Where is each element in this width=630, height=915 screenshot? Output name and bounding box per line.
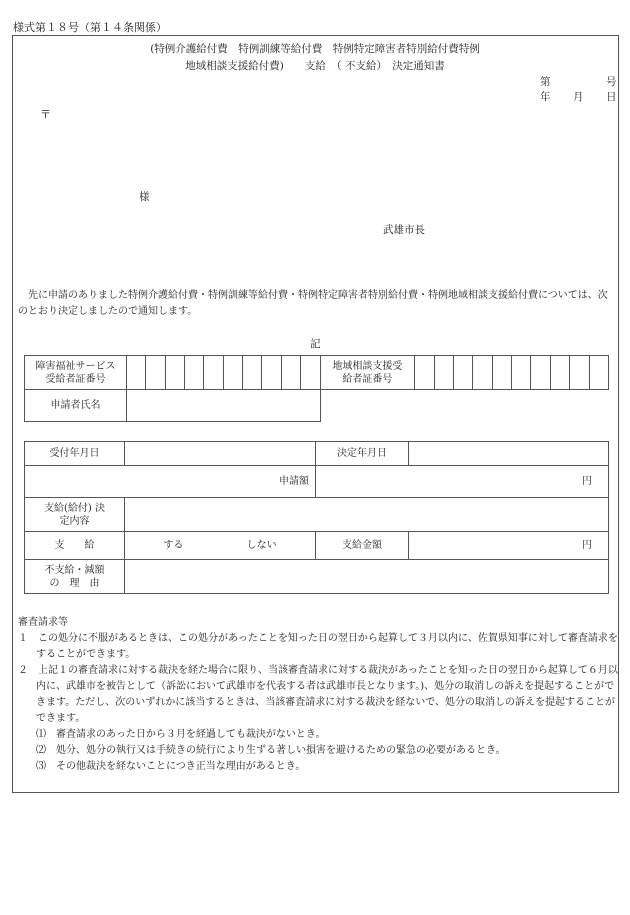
reason-field[interactable]: [125, 560, 609, 594]
payment-amount-label: 支給金額: [316, 532, 409, 560]
doc-number-suffix: 号: [606, 76, 617, 88]
document-title-line-2: 地域相談支援給付費) 支給 （ 不支給） 決定通知書: [185, 60, 445, 72]
decision-date-label: 決定年月日: [316, 442, 409, 466]
reason-label: 不支給・減額 の 理 由: [25, 560, 125, 594]
date-year-label: 年: [540, 91, 551, 103]
issuer-name: 武雄市長: [383, 224, 425, 236]
decision-date-field[interactable]: [409, 442, 609, 466]
form-number-label: 様式第１８号（第１４条関係）: [13, 21, 167, 34]
cert-number-label: 障害福祉サービス 受給者証番号: [25, 356, 127, 390]
received-date-field[interactable]: [125, 442, 316, 466]
recipient-info-table: [24, 355, 609, 422]
addressee-suffix: 様: [139, 191, 150, 203]
consult-digit-cell[interactable]: [531, 356, 550, 390]
application-amount-label: 申請額: [25, 466, 316, 498]
decision-details-table: [24, 441, 609, 594]
consult-digit-cell[interactable]: [550, 356, 569, 390]
option-shinai[interactable]: しない: [246, 540, 277, 551]
received-date-label: 受付年月日: [25, 442, 125, 466]
cert-digit-cell[interactable]: [281, 356, 300, 390]
payment-label: 支 給: [25, 532, 125, 560]
applicant-name-field[interactable]: [126, 390, 320, 422]
postal-mark: 〒: [40, 108, 51, 121]
payment-amount-field[interactable]: 円: [409, 532, 609, 560]
consult-digit-cell[interactable]: [473, 356, 492, 390]
option-suru[interactable]: する: [163, 540, 184, 551]
appeal-heading: 審査請求等: [18, 617, 68, 628]
notice-body-text: 先に申請のありました特例介護給付費・特例訓練等給付費・特例特定障害者特別給付費・特例地域相談支援給付費については、次のとおり決定しましたので通知します。: [18, 290, 608, 317]
consult-digit-cell[interactable]: [454, 356, 473, 390]
appeal-item-1: １ この処分に不服があるときは、この処分があったことを知った日の翌日から起算して３月以内に、佐賀県知事に対して審査請求をすることができます。: [18, 633, 618, 660]
appeal-section: [18, 615, 618, 775]
consult-digit-cell[interactable]: [512, 356, 531, 390]
cert-digit-cell[interactable]: [204, 356, 223, 390]
doc-number-prefix: 第: [540, 76, 551, 88]
cert-digit-cell[interactable]: [262, 356, 281, 390]
consult-digit-cell[interactable]: [570, 356, 589, 390]
consult-digit-cell[interactable]: [415, 356, 434, 390]
cert-digit-cell[interactable]: [146, 356, 165, 390]
consult-digit-cell[interactable]: [589, 356, 608, 390]
appeal-item-2: ２ 上記１の審査請求に対する裁決を経た場合に限り、当該審査請求に対する裁決があったことを知った日の翌日から起算して６月以内に、武雄市を被告として（訴訟において武雄市を代表する者は武雄市長となります。)、処分の取消しの訴えを提起することができます。ただし、次のいずれかに該当するときは、当該審査請求に対する裁決を経ないで、処分の取消しの訴えを提起することができます。: [18, 665, 618, 724]
appeal-sub-item-3: ⑶ その他裁決を経ないことにつき正当な理由があるとき。: [36, 761, 306, 772]
appeal-sub-item-2: ⑵ 処分、処分の執行又は手続きの続行により生ずる著しい損害を避けるための緊急の必要があるとき。: [36, 745, 506, 756]
cert-digit-cell[interactable]: [223, 356, 242, 390]
decision-content-label: 支給(給付) 決 定内容: [25, 498, 125, 532]
date-month-label: 月: [573, 91, 584, 103]
cert-digit-cell[interactable]: [243, 356, 262, 390]
consult-digit-cell[interactable]: [492, 356, 511, 390]
cert-digit-cell[interactable]: [301, 356, 320, 390]
consult-digit-cell[interactable]: [434, 356, 453, 390]
date-day-label: 日: [606, 91, 617, 103]
appeal-sub-item-1: ⑴ 審査請求のあった日から３月を経過しても裁決がないとき。: [36, 729, 326, 740]
cert-digit-cell[interactable]: [165, 356, 184, 390]
applicant-name-label: 申請者氏名: [25, 390, 127, 422]
cert-digit-cell[interactable]: [126, 356, 145, 390]
ki-marker: 記: [310, 338, 321, 350]
decision-content-field[interactable]: [125, 498, 609, 532]
consult-number-label: 地域相談支援受 給者証番号: [320, 356, 415, 390]
payment-options: [125, 532, 316, 560]
cert-digit-cell[interactable]: [184, 356, 203, 390]
blank-cell: [320, 390, 609, 422]
application-amount-field[interactable]: 円: [316, 466, 609, 498]
document-title-line-1: (特例介護給付費 特例訓練等給付費 特例特定障害者特別給付費特例: [150, 43, 480, 55]
